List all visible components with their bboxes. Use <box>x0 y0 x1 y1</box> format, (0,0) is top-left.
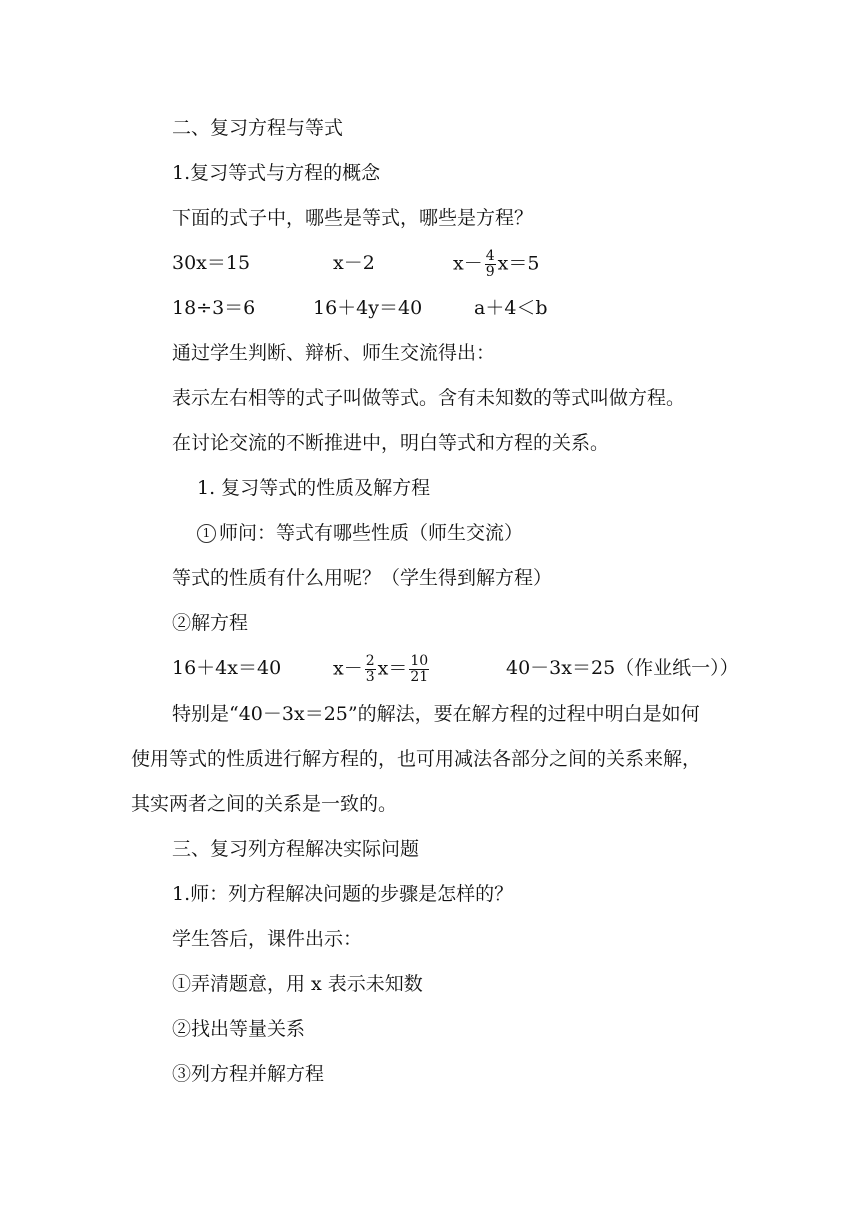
subheading-concepts: 1.复习等式与方程的概念 <box>172 162 381 184</box>
fraction-denominator: 21 <box>410 669 429 685</box>
expression-4: 18÷3＝6 <box>172 297 256 319</box>
fraction-numerator: 2 <box>365 653 375 669</box>
section-heading-2: 二、复习方程与等式 <box>172 117 344 139</box>
equation-2-prefix: x－ <box>333 657 363 680</box>
circled-number-one: 1 <box>197 524 216 543</box>
relation-line: 在讨论交流的不断推进中，明白等式和方程的关系。 <box>172 432 610 454</box>
step-2: ②找出等量关系 <box>172 1018 306 1040</box>
equation-3: 40－3x＝25（作业纸一）） <box>506 657 739 679</box>
teacher-question-text: 师问：等式有哪些性质（师生交流） <box>219 522 524 544</box>
expression-6: a＋4＜b <box>474 297 548 319</box>
fraction-10-21 <box>409 654 429 685</box>
paragraph-line-2: 使用等式的性质进行解方程的，也可用减法各部分之间的关系来解， <box>131 748 702 770</box>
subheading-properties: 1. 复习等式的性质及解方程 <box>197 477 431 499</box>
fraction-2-3 <box>365 654 376 685</box>
expression-3 <box>453 249 539 280</box>
section-heading-3: 三、复习列方程解决实际问题 <box>172 838 420 860</box>
solve-label: ②解方程 <box>172 612 249 634</box>
question-text: 下面的式子中，哪些是等式，哪些是方程？ <box>172 207 534 229</box>
equation-1: 16＋4x＝40 <box>172 657 282 679</box>
fraction-numerator: 4 <box>485 248 495 264</box>
step-3: ③列方程并解方程 <box>172 1063 325 1085</box>
answer-line: 学生答后，课件出示： <box>172 928 363 950</box>
step-1: ①弄清题意，用 x 表示未知数 <box>172 973 423 995</box>
discussion-line: 通过学生判断、辩析、师生交流得出： <box>172 342 496 364</box>
expression-2: x－2 <box>333 252 375 274</box>
paragraph-line-1: 特别是“40－3x＝25”的解法，要在解方程的过程中明白是如何 <box>172 703 700 725</box>
expression-1: 30x＝15 <box>172 252 251 274</box>
equation-2 <box>333 654 431 685</box>
expression-5: 16＋4y＝40 <box>313 297 423 319</box>
fraction-numerator: 10 <box>410 653 429 669</box>
teacher-question <box>197 519 523 547</box>
paragraph-line-3: 其实两者之间的关系是一致的。 <box>131 793 398 815</box>
fraction-4-9 <box>485 249 496 280</box>
equation-2-mid: x＝ <box>377 657 408 680</box>
expression-3-prefix: x－ <box>453 252 483 275</box>
fraction-denominator: 3 <box>365 669 375 685</box>
fraction-denominator: 9 <box>485 264 495 280</box>
definition-line: 表示左右相等的式子叫做等式。含有未知数的等式叫做方程。 <box>172 387 686 409</box>
steps-question: 1.师：列方程解决问题的步骤是怎样的？ <box>172 883 514 905</box>
expression-3-suffix: x＝5 <box>497 252 540 275</box>
use-question: 等式的性质有什么用呢？（学生得到解方程） <box>172 567 553 589</box>
